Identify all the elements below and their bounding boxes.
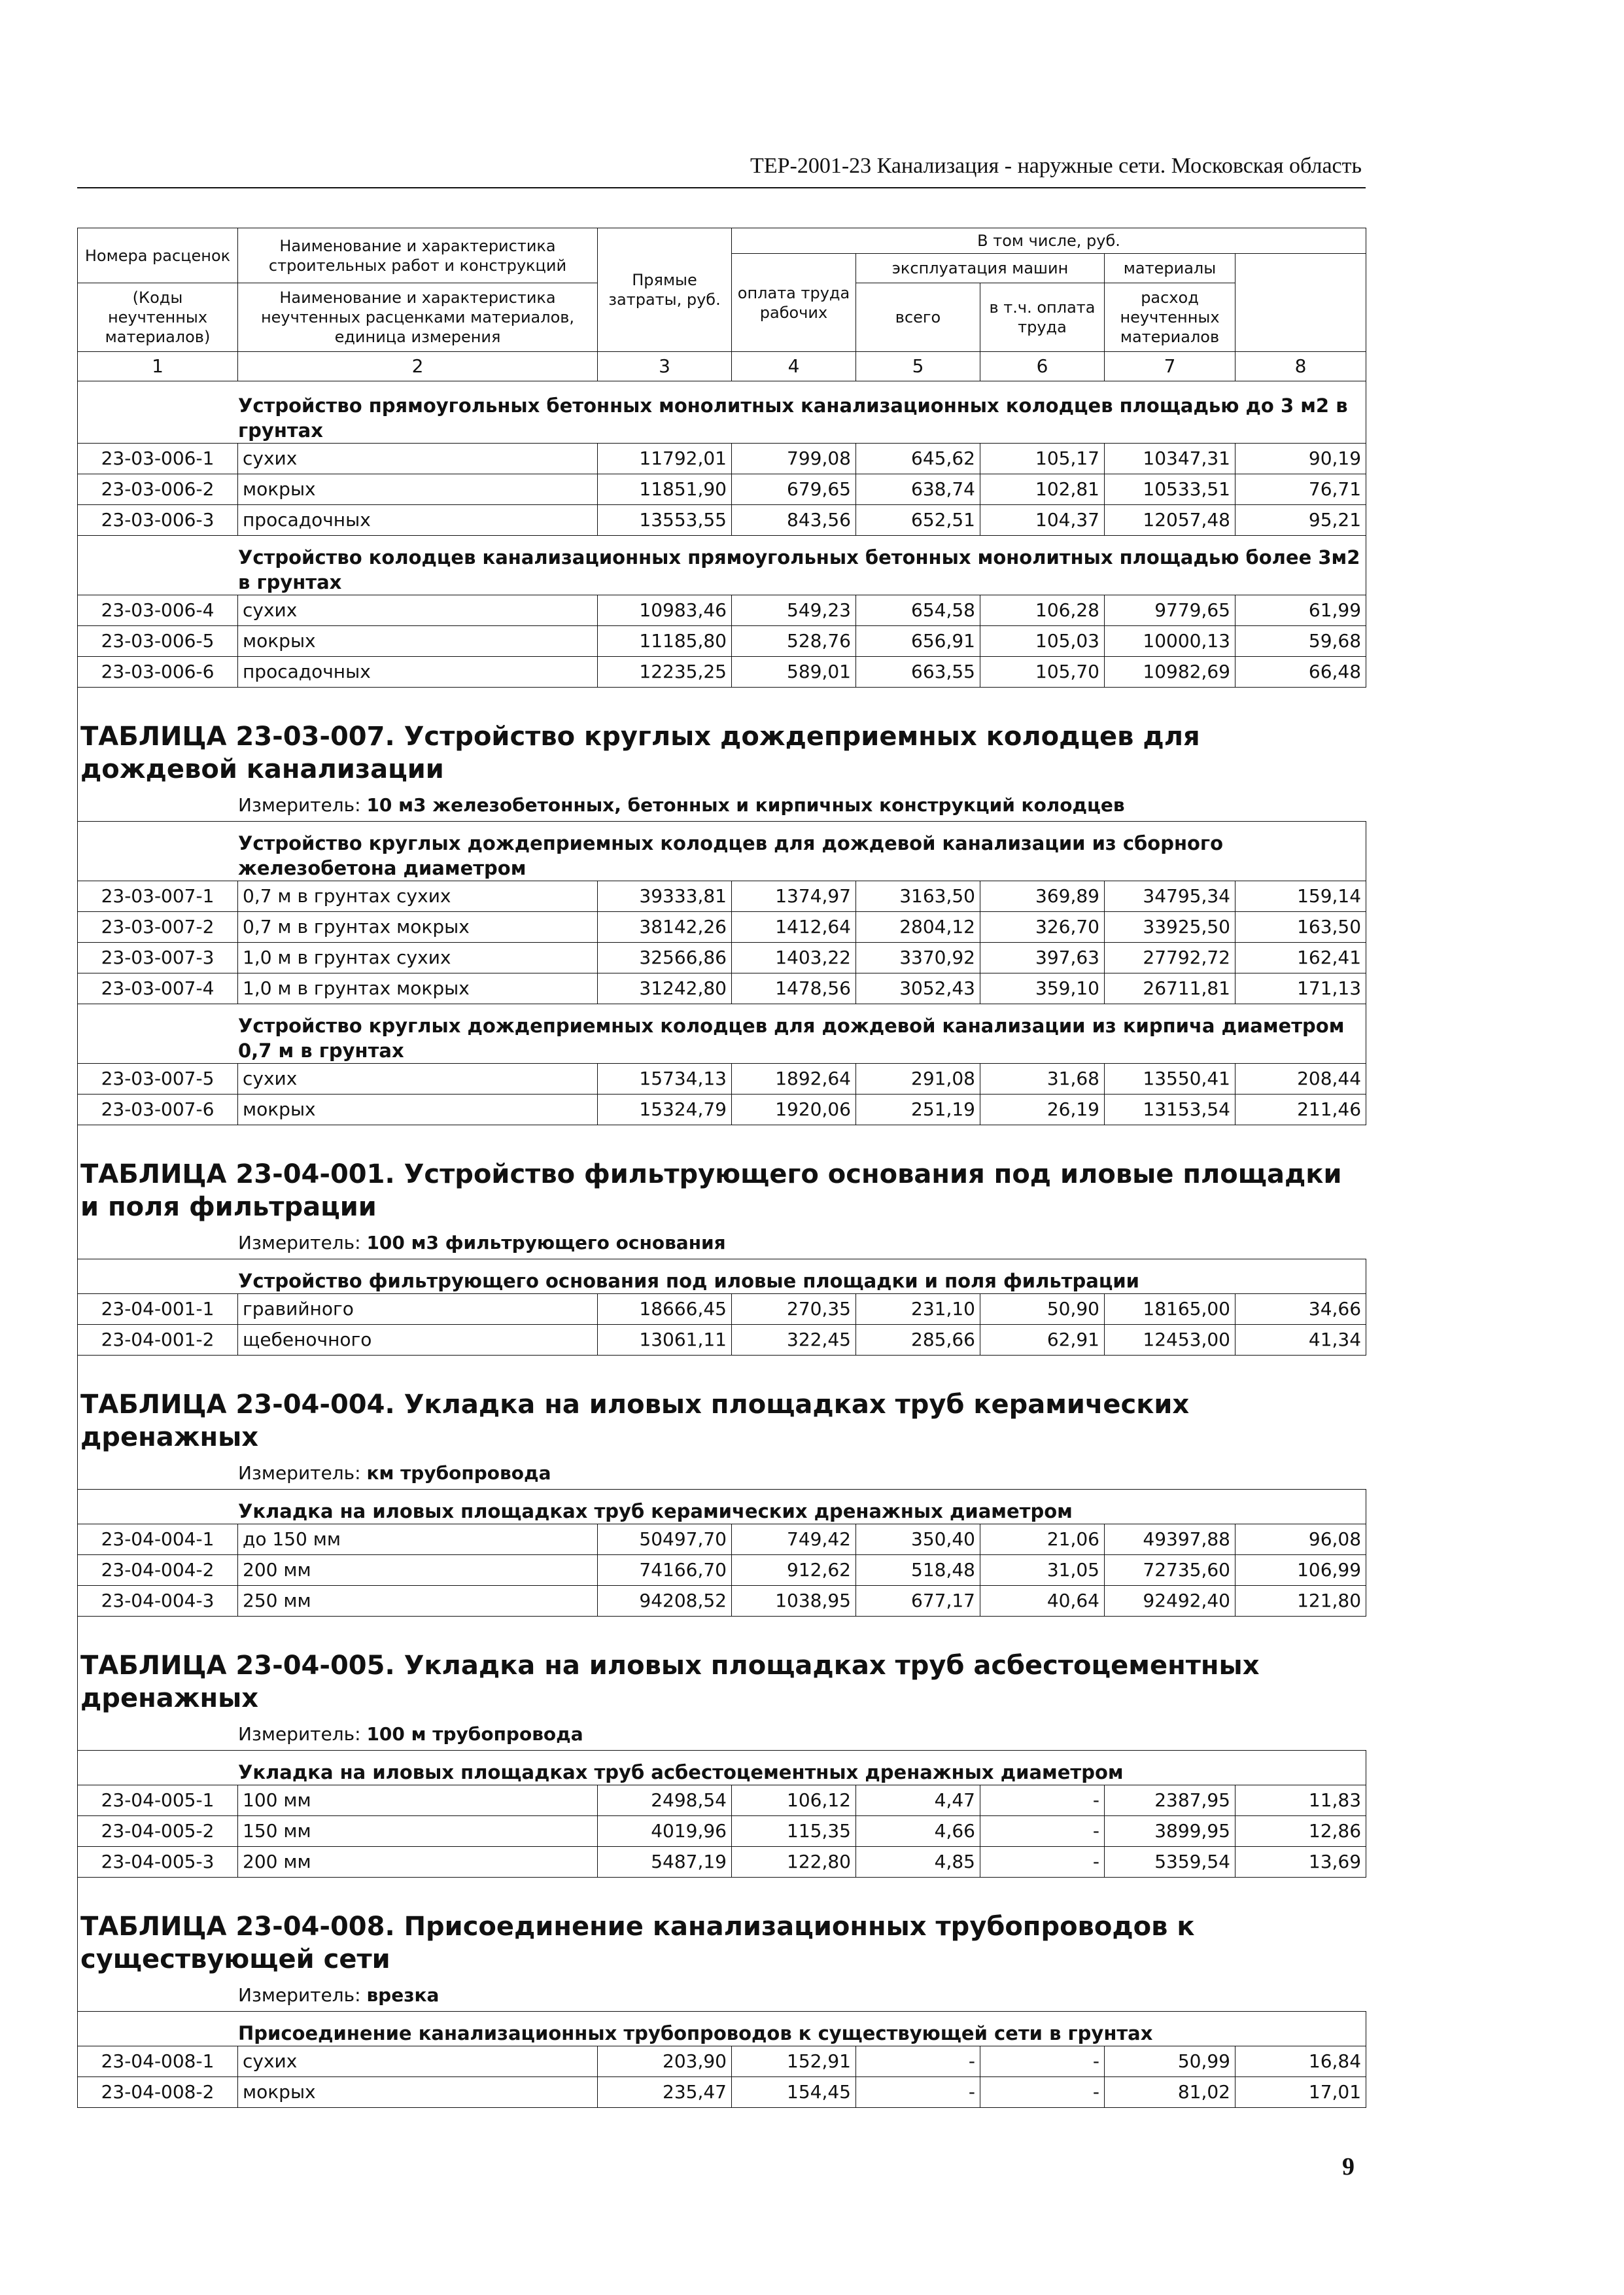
table-row bbox=[78, 505, 1366, 536]
work-name: 200 мм bbox=[238, 1555, 598, 1586]
labor-hours: 106,99 bbox=[1235, 1555, 1366, 1586]
table-row bbox=[78, 2077, 1366, 2108]
rates-table bbox=[77, 228, 1366, 2108]
direct-cost: 13553,55 bbox=[598, 505, 732, 536]
materials: 10533,51 bbox=[1105, 474, 1235, 505]
table-row bbox=[78, 973, 1366, 1004]
page bbox=[77, 150, 1366, 2108]
section-row bbox=[78, 2012, 1366, 2046]
materials: 18165,00 bbox=[1105, 1294, 1235, 1325]
wages: 912,62 bbox=[732, 1555, 856, 1586]
section-title: Укладка на иловых площадках труб керамических дренажных диаметром bbox=[78, 1490, 1366, 1524]
wages: 679,65 bbox=[732, 474, 856, 505]
measure-unit: 100 м3 фильтрующего основания bbox=[366, 1232, 726, 1253]
rate-code: 23-04-004-1 bbox=[78, 1524, 238, 1555]
table-row bbox=[78, 1524, 1366, 1555]
rate-code: 23-03-006-6 bbox=[78, 657, 238, 688]
table-row bbox=[78, 912, 1366, 943]
measure-label: Измеритель: bbox=[238, 794, 361, 816]
machines-total: 231,10 bbox=[856, 1294, 980, 1325]
col-name-header-2: Наименование и характеристика неучтенных расценками материалов, единица измерения bbox=[238, 283, 598, 352]
labor-hours: 163,50 bbox=[1235, 912, 1366, 943]
col-incl-header: В том числе, руб. bbox=[732, 228, 1366, 254]
labor-hours: 34,66 bbox=[1235, 1294, 1366, 1325]
materials: 12057,48 bbox=[1105, 505, 1235, 536]
machines-wages: 104,37 bbox=[980, 505, 1105, 536]
labor-hours: 11,83 bbox=[1235, 1785, 1366, 1816]
materials: 49397,88 bbox=[1105, 1524, 1235, 1555]
table-title: ТАБЛИЦА 23-04-001. Устройство фильтрующего основания под иловые площадки и поля фильтрации bbox=[78, 1125, 1366, 1227]
table-row bbox=[78, 881, 1366, 912]
materials: 10000,13 bbox=[1105, 626, 1235, 657]
table-title-row bbox=[78, 688, 1366, 789]
machines-wages: - bbox=[980, 2046, 1105, 2077]
direct-cost: 10983,46 bbox=[598, 595, 732, 626]
wages: 1892,64 bbox=[732, 1064, 856, 1095]
table-row bbox=[78, 1847, 1366, 1878]
wages: 1374,97 bbox=[732, 881, 856, 912]
labor-hours: 17,01 bbox=[1235, 2077, 1366, 2108]
labor-hours: 41,34 bbox=[1235, 1325, 1366, 1356]
machines-wages: 106,28 bbox=[980, 595, 1105, 626]
header-row-1 bbox=[78, 228, 1366, 254]
column-number: 4 bbox=[732, 352, 856, 381]
materials: 2387,95 bbox=[1105, 1785, 1235, 1816]
col-name-header: Наименование и характеристика строительных работ и конструкций bbox=[238, 228, 598, 283]
work-name: сухих bbox=[238, 595, 598, 626]
materials: 10347,31 bbox=[1105, 444, 1235, 474]
direct-cost: 18666,45 bbox=[598, 1294, 732, 1325]
rates-table-body bbox=[78, 228, 1366, 2108]
rate-code: 23-03-006-4 bbox=[78, 595, 238, 626]
running-header: ТЕР-2001-23 Канализация - наружные сети. Московская область bbox=[77, 150, 1366, 188]
rate-code: 23-04-005-1 bbox=[78, 1785, 238, 1816]
rate-code: 23-03-007-4 bbox=[78, 973, 238, 1004]
column-number: 8 bbox=[1235, 352, 1366, 381]
direct-cost: 31242,80 bbox=[598, 973, 732, 1004]
col-wage-header: оплата труда рабочих bbox=[732, 254, 856, 352]
rate-code: 23-03-006-3 bbox=[78, 505, 238, 536]
col-machines-wage-header: в т.ч. оплата труда bbox=[980, 283, 1105, 352]
wages: 106,12 bbox=[732, 1785, 856, 1816]
labor-hours: 61,99 bbox=[1235, 595, 1366, 626]
work-name: сухих bbox=[238, 444, 598, 474]
machines-wages: 31,05 bbox=[980, 1555, 1105, 1586]
col-code-header-2: (Коды неучтенных материалов) bbox=[78, 283, 238, 352]
rate-code: 23-03-006-5 bbox=[78, 626, 238, 657]
machines-total: 638,74 bbox=[856, 474, 980, 505]
labor-hours: 12,86 bbox=[1235, 1816, 1366, 1847]
work-name: щебеночного bbox=[238, 1325, 598, 1356]
rate-code: 23-04-004-3 bbox=[78, 1586, 238, 1617]
table-title-row bbox=[78, 1125, 1366, 1227]
column-number: 2 bbox=[238, 352, 598, 381]
table-row bbox=[78, 1095, 1366, 1125]
labor-hours: 171,13 bbox=[1235, 973, 1366, 1004]
work-name: мокрых bbox=[238, 2077, 598, 2108]
table-row bbox=[78, 1064, 1366, 1095]
machines-total: 654,58 bbox=[856, 595, 980, 626]
materials: 72735,60 bbox=[1105, 1555, 1235, 1586]
labor-hours: 96,08 bbox=[1235, 1524, 1366, 1555]
wages: 1403,22 bbox=[732, 943, 856, 973]
work-name: 0,7 м в грунтах мокрых bbox=[238, 912, 598, 943]
machines-total: 518,48 bbox=[856, 1555, 980, 1586]
section-title: Устройство фильтрующего основания под иловые площадки и поля фильтрации bbox=[78, 1259, 1366, 1294]
rate-code: 23-04-008-1 bbox=[78, 2046, 238, 2077]
table-row bbox=[78, 2046, 1366, 2077]
wages: 1920,06 bbox=[732, 1095, 856, 1125]
direct-cost: 235,47 bbox=[598, 2077, 732, 2108]
rate-code: 23-04-004-2 bbox=[78, 1555, 238, 1586]
direct-cost: 12235,25 bbox=[598, 657, 732, 688]
direct-cost: 2498,54 bbox=[598, 1785, 732, 1816]
materials: 10982,69 bbox=[1105, 657, 1235, 688]
work-name: 200 мм bbox=[238, 1847, 598, 1878]
section-row bbox=[78, 381, 1366, 444]
rate-code: 23-04-008-2 bbox=[78, 2077, 238, 2108]
table-title: ТАБЛИЦА 23-03-007. Устройство круглых дождеприемных колодцев для дождевой канализации bbox=[78, 688, 1366, 789]
table-row bbox=[78, 1586, 1366, 1617]
machines-total: 663,55 bbox=[856, 657, 980, 688]
machines-wages: 50,90 bbox=[980, 1294, 1105, 1325]
work-name: 150 мм bbox=[238, 1816, 598, 1847]
section-title: Укладка на иловых площадках труб асбестоцементных дренажных диаметром bbox=[78, 1751, 1366, 1785]
work-name: гравийного bbox=[238, 1294, 598, 1325]
machines-total: - bbox=[856, 2046, 980, 2077]
direct-cost: 15324,79 bbox=[598, 1095, 732, 1125]
materials: 9779,65 bbox=[1105, 595, 1235, 626]
machines-wages: 369,89 bbox=[980, 881, 1105, 912]
wages: 152,91 bbox=[732, 2046, 856, 2077]
section-title: Устройство круглых дождеприемных колодцев для дождевой канализации из кирпича диаметром 0,7 м в грунтах bbox=[78, 1004, 1366, 1064]
measure-line bbox=[78, 1978, 1366, 2012]
machines-total: 285,66 bbox=[856, 1325, 980, 1356]
direct-cost: 74166,70 bbox=[598, 1555, 732, 1586]
col-materials-expense-header: расход неучтенных материалов bbox=[1105, 283, 1235, 352]
col-code-header: Номера расценок bbox=[78, 228, 238, 283]
machines-wages: 62,91 bbox=[980, 1325, 1105, 1356]
section-title: Устройство колодцев канализационных прямоугольных бетонных монолитных площадью более 3м2 в грунтах bbox=[78, 536, 1366, 595]
direct-cost: 38142,26 bbox=[598, 912, 732, 943]
machines-wages: 359,10 bbox=[980, 973, 1105, 1004]
wages: 549,23 bbox=[732, 595, 856, 626]
section-title: Устройство круглых дождеприемных колодцев для дождевой канализации из сборного железобетона диаметром bbox=[78, 822, 1366, 881]
column-number-row bbox=[78, 352, 1366, 381]
measure-label: Измеритель: bbox=[238, 1232, 361, 1253]
table-row bbox=[78, 943, 1366, 973]
machines-wages: - bbox=[980, 2077, 1105, 2108]
rate-code: 23-03-006-1 bbox=[78, 444, 238, 474]
direct-cost: 203,90 bbox=[598, 2046, 732, 2077]
machines-total: - bbox=[856, 2077, 980, 2108]
column-number: 6 bbox=[980, 352, 1105, 381]
machines-total: 656,91 bbox=[856, 626, 980, 657]
table-row bbox=[78, 1325, 1366, 1356]
wages: 799,08 bbox=[732, 444, 856, 474]
materials: 81,02 bbox=[1105, 2077, 1235, 2108]
machines-wages: 26,19 bbox=[980, 1095, 1105, 1125]
section-row bbox=[78, 1259, 1366, 1294]
col-machines-total-header: всего bbox=[856, 283, 980, 352]
measure-line bbox=[78, 1717, 1366, 1751]
direct-cost: 4019,96 bbox=[598, 1816, 732, 1847]
machines-wages: 397,63 bbox=[980, 943, 1105, 973]
labor-hours: 159,14 bbox=[1235, 881, 1366, 912]
measure-row bbox=[78, 1978, 1366, 2012]
machines-wages: - bbox=[980, 1847, 1105, 1878]
measure-row bbox=[78, 1226, 1366, 1259]
labor-hours: 13,69 bbox=[1235, 1847, 1366, 1878]
column-number: 7 bbox=[1105, 352, 1235, 381]
direct-cost: 50497,70 bbox=[598, 1524, 732, 1555]
labor-hours: 66,48 bbox=[1235, 657, 1366, 688]
direct-cost: 11185,80 bbox=[598, 626, 732, 657]
measure-line bbox=[78, 1456, 1366, 1490]
materials: 5359,54 bbox=[1105, 1847, 1235, 1878]
machines-total: 350,40 bbox=[856, 1524, 980, 1555]
column-number: 5 bbox=[856, 352, 980, 381]
machines-total: 3163,50 bbox=[856, 881, 980, 912]
column-number: 3 bbox=[598, 352, 732, 381]
work-name: 100 мм bbox=[238, 1785, 598, 1816]
table-row bbox=[78, 474, 1366, 505]
page-number: 9 bbox=[1342, 2153, 1355, 2181]
wages: 115,35 bbox=[732, 1816, 856, 1847]
wages: 154,45 bbox=[732, 2077, 856, 2108]
machines-total: 652,51 bbox=[856, 505, 980, 536]
measure-label: Измеритель: bbox=[238, 1462, 361, 1484]
table-row bbox=[78, 595, 1366, 626]
materials: 26711,81 bbox=[1105, 973, 1235, 1004]
measure-unit: 10 м3 железобетонных, бетонных и кирпичных конструкций колодцев bbox=[366, 794, 1125, 816]
table-title-row bbox=[78, 1878, 1366, 1979]
wages: 122,80 bbox=[732, 1847, 856, 1878]
rate-code: 23-03-007-5 bbox=[78, 1064, 238, 1095]
labor-hours: 95,21 bbox=[1235, 505, 1366, 536]
materials: 13153,54 bbox=[1105, 1095, 1235, 1125]
work-name: 250 мм bbox=[238, 1586, 598, 1617]
labor-hours: 16,84 bbox=[1235, 2046, 1366, 2077]
section-row bbox=[78, 1490, 1366, 1524]
rate-code: 23-03-007-6 bbox=[78, 1095, 238, 1125]
table-row bbox=[78, 626, 1366, 657]
measure-label: Измеритель: bbox=[238, 1984, 361, 2006]
section-row bbox=[78, 536, 1366, 595]
direct-cost: 39333,81 bbox=[598, 881, 732, 912]
work-name: сухих bbox=[238, 1064, 598, 1095]
table-row bbox=[78, 1555, 1366, 1586]
labor-hours: 59,68 bbox=[1235, 626, 1366, 657]
wages: 843,56 bbox=[732, 505, 856, 536]
section-row bbox=[78, 1751, 1366, 1785]
col-machines-header: эксплуатация машин bbox=[856, 254, 1105, 283]
col-materials-header: материалы bbox=[1105, 254, 1235, 283]
rate-code: 23-03-006-2 bbox=[78, 474, 238, 505]
work-name: до 150 мм bbox=[238, 1524, 598, 1555]
machines-total: 4,85 bbox=[856, 1847, 980, 1878]
work-name: 1,0 м в грунтах мокрых bbox=[238, 973, 598, 1004]
machines-wages: 31,68 bbox=[980, 1064, 1105, 1095]
materials: 27792,72 bbox=[1105, 943, 1235, 973]
direct-cost: 15734,13 bbox=[598, 1064, 732, 1095]
labor-hours: 162,41 bbox=[1235, 943, 1366, 973]
measure-row bbox=[78, 1456, 1366, 1490]
machines-wages: - bbox=[980, 1816, 1105, 1847]
table-row bbox=[78, 1785, 1366, 1816]
measure-row bbox=[78, 788, 1366, 822]
table-row bbox=[78, 657, 1366, 688]
rate-code: 23-03-007-2 bbox=[78, 912, 238, 943]
machines-total: 4,47 bbox=[856, 1785, 980, 1816]
column-number: 1 bbox=[78, 352, 238, 381]
wages: 1478,56 bbox=[732, 973, 856, 1004]
materials: 12453,00 bbox=[1105, 1325, 1235, 1356]
rate-code: 23-04-005-3 bbox=[78, 1847, 238, 1878]
machines-wages: - bbox=[980, 1785, 1105, 1816]
work-name: мокрых bbox=[238, 1095, 598, 1125]
machines-total: 2804,12 bbox=[856, 912, 980, 943]
labor-hours: 90,19 bbox=[1235, 444, 1366, 474]
measure-unit: врезка bbox=[366, 1984, 440, 2006]
wages: 270,35 bbox=[732, 1294, 856, 1325]
rate-code: 23-03-007-1 bbox=[78, 881, 238, 912]
work-name: мокрых bbox=[238, 474, 598, 505]
machines-wages: 105,03 bbox=[980, 626, 1105, 657]
machines-wages: 326,70 bbox=[980, 912, 1105, 943]
labor-hours: 121,80 bbox=[1235, 1586, 1366, 1617]
table-row bbox=[78, 444, 1366, 474]
work-name: сухих bbox=[238, 2046, 598, 2077]
section-title: Устройство прямоугольных бетонных монолитных канализационных колодцев площадью до 3 м2 в грунтах bbox=[78, 381, 1366, 444]
materials: 34795,34 bbox=[1105, 881, 1235, 912]
work-name: 0,7 м в грунтах сухих bbox=[238, 881, 598, 912]
machines-wages: 40,64 bbox=[980, 1586, 1105, 1617]
direct-cost: 94208,52 bbox=[598, 1586, 732, 1617]
table-title-row bbox=[78, 1356, 1366, 1457]
rate-code: 23-04-001-2 bbox=[78, 1325, 238, 1356]
table-title-row bbox=[78, 1617, 1366, 1718]
materials: 3899,95 bbox=[1105, 1816, 1235, 1847]
measure-unit: км трубопровода bbox=[366, 1462, 551, 1484]
section-title: Присоединение канализационных трубопроводов к существующей сети в грунтах bbox=[78, 2012, 1366, 2046]
machines-wages: 105,17 bbox=[980, 444, 1105, 474]
machines-total: 4,66 bbox=[856, 1816, 980, 1847]
machines-total: 677,17 bbox=[856, 1586, 980, 1617]
table-row bbox=[78, 1816, 1366, 1847]
machines-total: 251,19 bbox=[856, 1095, 980, 1125]
materials: 50,99 bbox=[1105, 2046, 1235, 2077]
table-title: ТАБЛИЦА 23-04-004. Укладка на иловых площадках труб керамических дренажных bbox=[78, 1356, 1366, 1457]
table-title: ТАБЛИЦА 23-04-005. Укладка на иловых площадках труб асбестоцементных дренажных bbox=[78, 1617, 1366, 1718]
work-name: мокрых bbox=[238, 626, 598, 657]
section-row bbox=[78, 1004, 1366, 1064]
wages: 589,01 bbox=[732, 657, 856, 688]
wages: 322,45 bbox=[732, 1325, 856, 1356]
direct-cost: 5487,19 bbox=[598, 1847, 732, 1878]
machines-wages: 105,70 bbox=[980, 657, 1105, 688]
measure-unit: 100 м трубопровода bbox=[366, 1723, 583, 1745]
labor-hours: 211,46 bbox=[1235, 1095, 1366, 1125]
rate-code: 23-04-001-1 bbox=[78, 1294, 238, 1325]
machines-total: 3052,43 bbox=[856, 973, 980, 1004]
rate-code: 23-03-007-3 bbox=[78, 943, 238, 973]
direct-cost: 32566,86 bbox=[598, 943, 732, 973]
work-name: просадочных bbox=[238, 505, 598, 536]
machines-total: 3370,92 bbox=[856, 943, 980, 973]
wages: 1038,95 bbox=[732, 1586, 856, 1617]
table-row bbox=[78, 1294, 1366, 1325]
machines-total: 291,08 bbox=[856, 1064, 980, 1095]
materials: 13550,41 bbox=[1105, 1064, 1235, 1095]
rate-code: 23-04-005-2 bbox=[78, 1816, 238, 1847]
work-name: просадочных bbox=[238, 657, 598, 688]
machines-wages: 102,81 bbox=[980, 474, 1105, 505]
materials: 33925,50 bbox=[1105, 912, 1235, 943]
measure-label: Измеритель: bbox=[238, 1723, 361, 1745]
measure-line bbox=[78, 1226, 1366, 1259]
direct-cost: 11792,01 bbox=[598, 444, 732, 474]
machines-wages: 21,06 bbox=[980, 1524, 1105, 1555]
materials: 92492,40 bbox=[1105, 1586, 1235, 1617]
wages: 1412,64 bbox=[732, 912, 856, 943]
labor-hours: 76,71 bbox=[1235, 474, 1366, 505]
wages: 749,42 bbox=[732, 1524, 856, 1555]
labor-hours: 208,44 bbox=[1235, 1064, 1366, 1095]
work-name: 1,0 м в грунтах сухих bbox=[238, 943, 598, 973]
table-title: ТАБЛИЦА 23-04-008. Присоединение канализационных трубопроводов к существующей сети bbox=[78, 1878, 1366, 1979]
measure-line bbox=[78, 788, 1366, 822]
machines-total: 645,62 bbox=[856, 444, 980, 474]
measure-row bbox=[78, 1717, 1366, 1751]
wages: 528,76 bbox=[732, 626, 856, 657]
direct-cost: 11851,90 bbox=[598, 474, 732, 505]
col-direct-cost-header: Прямые затраты, руб. bbox=[598, 228, 732, 352]
section-row bbox=[78, 822, 1366, 881]
direct-cost: 13061,11 bbox=[598, 1325, 732, 1356]
